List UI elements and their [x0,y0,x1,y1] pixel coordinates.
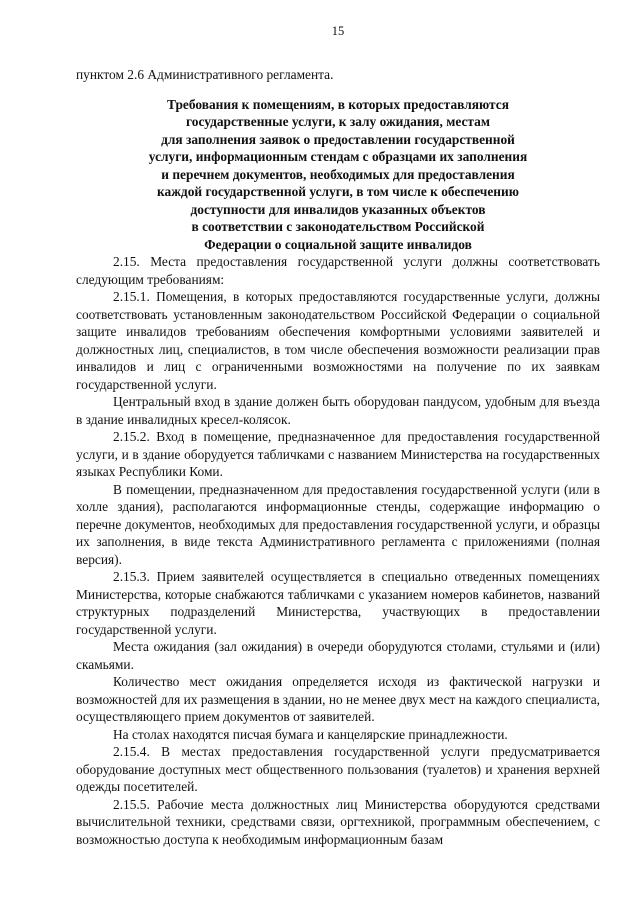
paragraph-2-15-5: 2.15.5. Рабочие места должностных лиц Министерства оборудуются средствами вычислительной техники, средствами связи, оргтехникой, программным обеспечением, с возможностью доступа к необходимым информационным базам [76,796,600,847]
paragraph-stationery: На столах находятся писчая бумага и канцелярские принадлежности. [113,726,508,742]
heading-line: для заполнения заявок о предоставлении государственной [161,131,515,147]
heading-line: и перечнем документов, необходимых для предоставления [161,166,515,182]
paragraph-waiting-area: Места ожидания (зал ожидания) в очереди оборудуются столами, стульями и (или) скамьями. [76,639,600,672]
paragraph-2-15-2: 2.15.2. Вход в помещение, предназначенное для предоставления государственной услуги, и в здание оборудуется табличками с названием Министерства на государственных языках Республики Коми. [76,429,600,479]
paragraph-2-15-1: 2.15.1. Помещения, в которых предоставляются государственные услуги, должны соответствовать установленным законодательством Российской Федерации о социальной защите инвалидов требованиям обеспечения комфортными условиями заявителей и должностных лиц, специалистов, в том числе обеспечения возможности реализации прав инвалидов и лиц с ограниченными возможностями на получение по их заявкам государственной услуги. [76,289,600,392]
section-heading [76,96,600,254]
heading-line: в соответствии с законодательством Российской [191,219,485,234]
heading-line: каждой государственной услуги, в том числе к обеспечению [157,184,519,199]
page-number: 15 [331,24,345,38]
heading-line: доступности для инвалидов указанных объектов [190,201,486,217]
heading-line: Требования к помещениям, в которых предоставляются [167,96,509,112]
paragraph-central-entrance: Центральный вход в здание должен быть оборудован пандусом, удобным для въезда в здание инвалидных кресел-колясок. [76,394,600,427]
paragraph-2-15-4: 2.15.4. В местах предоставления государственной услуги предусматривается оборудование доступных мест общественного пользования (туалетов) и хранения верхней одежды посетителей. [76,744,600,794]
paragraph-2-15: 2.15. Места предоставления государственной услуги должны соответствовать следующим требованиям: [76,254,600,287]
paragraph-2-15-3: 2.15.3. Прием заявителей осуществляется в специально отведенных помещениях Министерства, которые снабжаются табличками с указанием номеров кабинетов, названий структурных подразделений Министерства, участвующих в предоставлении государственной услуги. [76,569,600,637]
paragraph-info-stands: В помещении, предназначенном для предоставления государственной услуги (или в холле здания), располагаются информационные стенды, содержащие информацию о перечне документов, необходимых для предоставления государственной услуги, и образцы их заполнения, в виде текста Административного регламента с приложениями (полная версия). [76,481,600,567]
document-body [76,66,600,848]
heading-line: государственные услуги, к залу ожидания, местам [186,114,490,129]
lead-line: пунктом 2.6 Административного регламента. [76,67,334,82]
heading-line: Федерации о социальной защите инвалидов [204,236,472,252]
heading-line: услуги, информационным стендам с образцами их заполнения [148,149,528,164]
paragraph-seat-count: Количество мест ожидания определяется исходя из фактической нагрузки и возможностей для их размещения в здании, но не менее двух мест на каждого специалиста, осуществляющего прием документов от заявителей. [76,674,600,724]
